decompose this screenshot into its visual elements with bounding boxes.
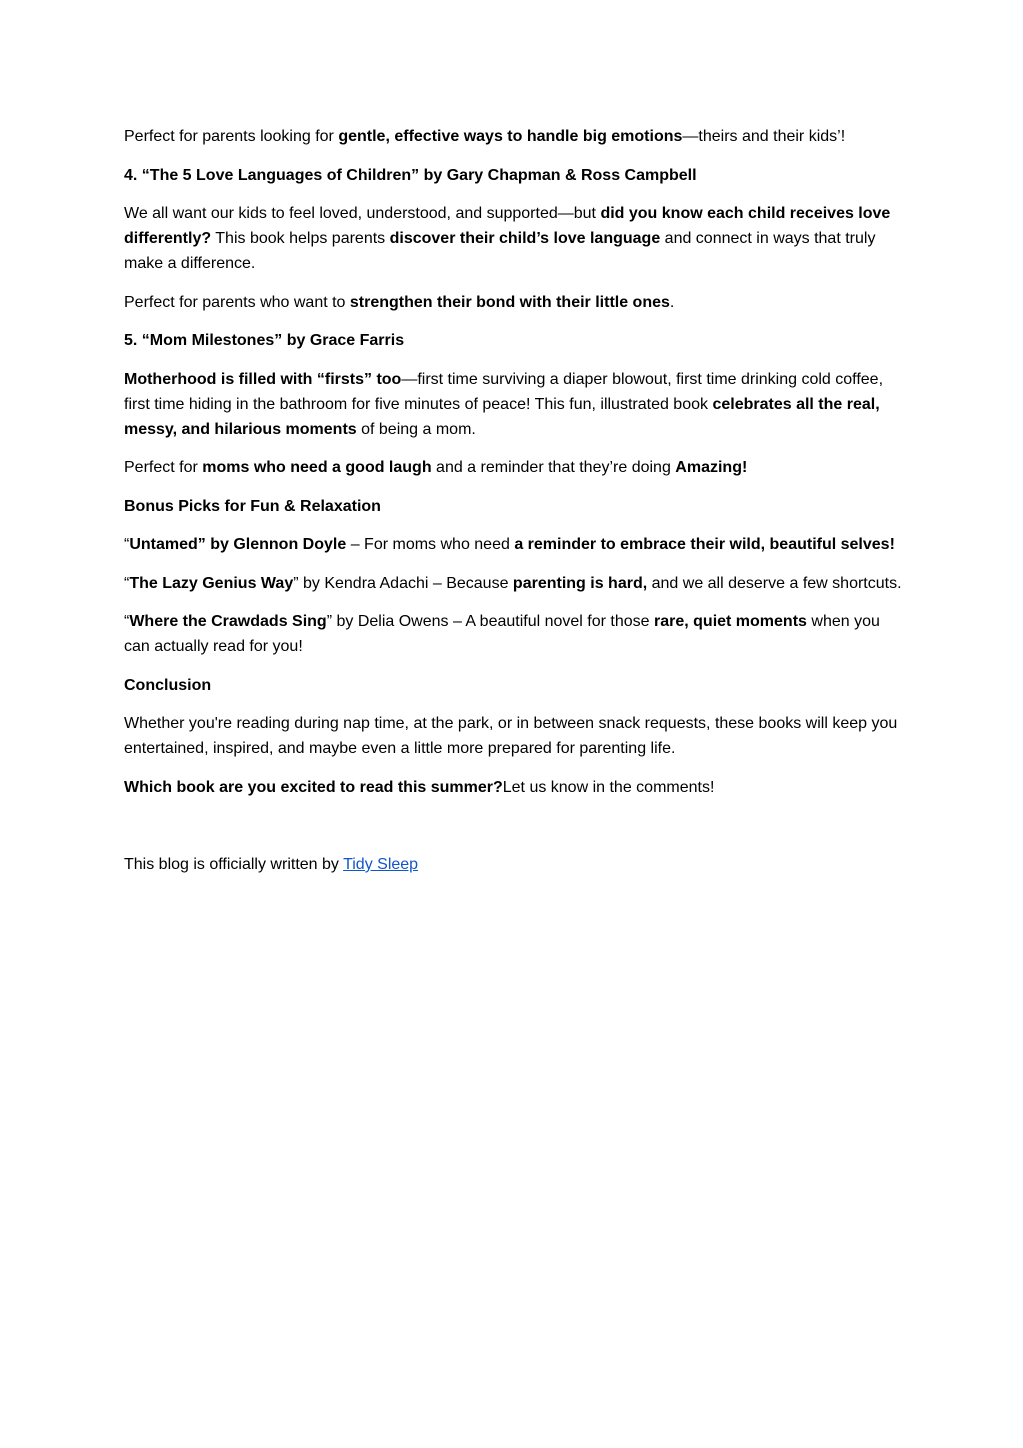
bonus-item-title: Untamed” by Glennon Doyle bbox=[129, 536, 347, 553]
book4-desc-text-1: We all want our kids to feel loved, understood, and supported—but bbox=[124, 205, 601, 222]
book4-perfect-text-2: . bbox=[669, 293, 675, 311]
intro-paragraph bbox=[124, 124, 902, 149]
book5-desc-bold-2: celebrates all the real, messy, and hilarious moments bbox=[124, 395, 880, 438]
book4-desc-text-3: and connect in ways that truly make a difference. bbox=[124, 230, 876, 272]
bonus-item-quote: “ bbox=[124, 574, 130, 592]
bonus-item-quote: “ bbox=[124, 613, 130, 630]
bonus-item bbox=[124, 532, 902, 557]
bonus-item-quote: “ bbox=[124, 536, 130, 553]
bonus-item-text-2: when you can actually read for you! bbox=[124, 613, 880, 655]
intro-text-1: Perfect for parents looking for bbox=[124, 128, 339, 145]
book4-description bbox=[124, 201, 902, 276]
bonus-heading bbox=[124, 494, 902, 519]
book4-heading bbox=[124, 163, 902, 188]
intro-bold-1: gentle, effective ways to handle big emotions bbox=[338, 128, 683, 145]
book5-description bbox=[124, 367, 902, 442]
bonus-item-title: The Lazy Genius Way bbox=[129, 574, 294, 592]
bonus-item-text-1: ” by Delia Owens – A beautiful novel for those bbox=[326, 613, 654, 630]
bonus-item bbox=[124, 609, 902, 659]
book4-desc-text-2: This book helps parents bbox=[211, 230, 390, 247]
spacer bbox=[124, 813, 902, 852]
book4-desc-bold-2: discover their child’s love language bbox=[389, 230, 661, 247]
conclusion-heading-text: Conclusion bbox=[124, 676, 212, 694]
bonus-item-bold: rare, quiet moments bbox=[654, 613, 807, 630]
conclusion-question-text: Let us know in the comments! bbox=[502, 778, 715, 796]
book4-heading-text: 4. “The 5 Love Languages of Children” by Gary Chapman & Ross Campbell bbox=[124, 166, 697, 184]
book5-perfect-text-1: Perfect for bbox=[124, 459, 203, 476]
conclusion-text: Whether you're reading during nap time, at the park, or in between snack requests, these books will keep you entertained, inspired, and maybe even a little more prepared for parenting life. bbox=[124, 715, 898, 757]
bonus-item-text-1: ” by Kendra Adachi – Because bbox=[293, 574, 513, 592]
book5-perfect-bold-1: moms who need a good laugh bbox=[202, 459, 432, 476]
book5-perfect-for bbox=[124, 455, 902, 480]
book5-desc-text-2: of being a mom. bbox=[356, 420, 476, 438]
bonus-heading-text: Bonus Picks for Fun & Relaxation bbox=[124, 497, 381, 515]
book4-perfect-bold-1: strengthen their bond with their little ones bbox=[349, 293, 670, 311]
bonus-item-text-2: and we all deserve a few shortcuts. bbox=[647, 574, 902, 592]
footer-credit bbox=[124, 852, 902, 877]
book4-desc-bold-1: did you know each child receives love differently? bbox=[124, 205, 891, 247]
bonus-item-text-1: – For moms who need bbox=[346, 536, 515, 553]
bonus-item-title: Where the Crawdads Sing bbox=[129, 613, 327, 630]
book5-perfect-text-2: and a reminder that they’re doing bbox=[431, 459, 676, 476]
document-body bbox=[124, 124, 902, 891]
conclusion-question bbox=[124, 775, 902, 800]
book5-heading bbox=[124, 328, 902, 353]
footer-credit-text: This blog is officially written by bbox=[124, 856, 344, 873]
conclusion-question-bold: Which book are you excited to read this summer? bbox=[124, 778, 503, 796]
tidy-sleep-link[interactable]: Tidy Sleep bbox=[343, 856, 419, 873]
book4-perfect-text-1: Perfect for parents who want to bbox=[124, 293, 350, 311]
book5-heading-text: 5. “Mom Milestones” by Grace Farris bbox=[124, 332, 405, 349]
book5-perfect-bold-2: Amazing! bbox=[675, 459, 748, 476]
intro-text-2: —theirs and their kids’! bbox=[682, 128, 846, 145]
bonus-item-bold: a reminder to embrace their wild, beautiful selves! bbox=[514, 536, 895, 553]
bonus-item-bold: parenting is hard, bbox=[512, 574, 648, 592]
conclusion-heading bbox=[124, 673, 902, 698]
book4-perfect-for bbox=[124, 290, 902, 315]
book5-desc-bold-1: Motherhood is filled with “firsts” too bbox=[124, 370, 402, 388]
bonus-item bbox=[124, 571, 902, 596]
book5-desc-text-1: —first time surviving a diaper blowout, first time drinking cold coffee, first time hiding in the bathroom for five minutes of peace! This fun, illustrated book bbox=[124, 370, 884, 413]
